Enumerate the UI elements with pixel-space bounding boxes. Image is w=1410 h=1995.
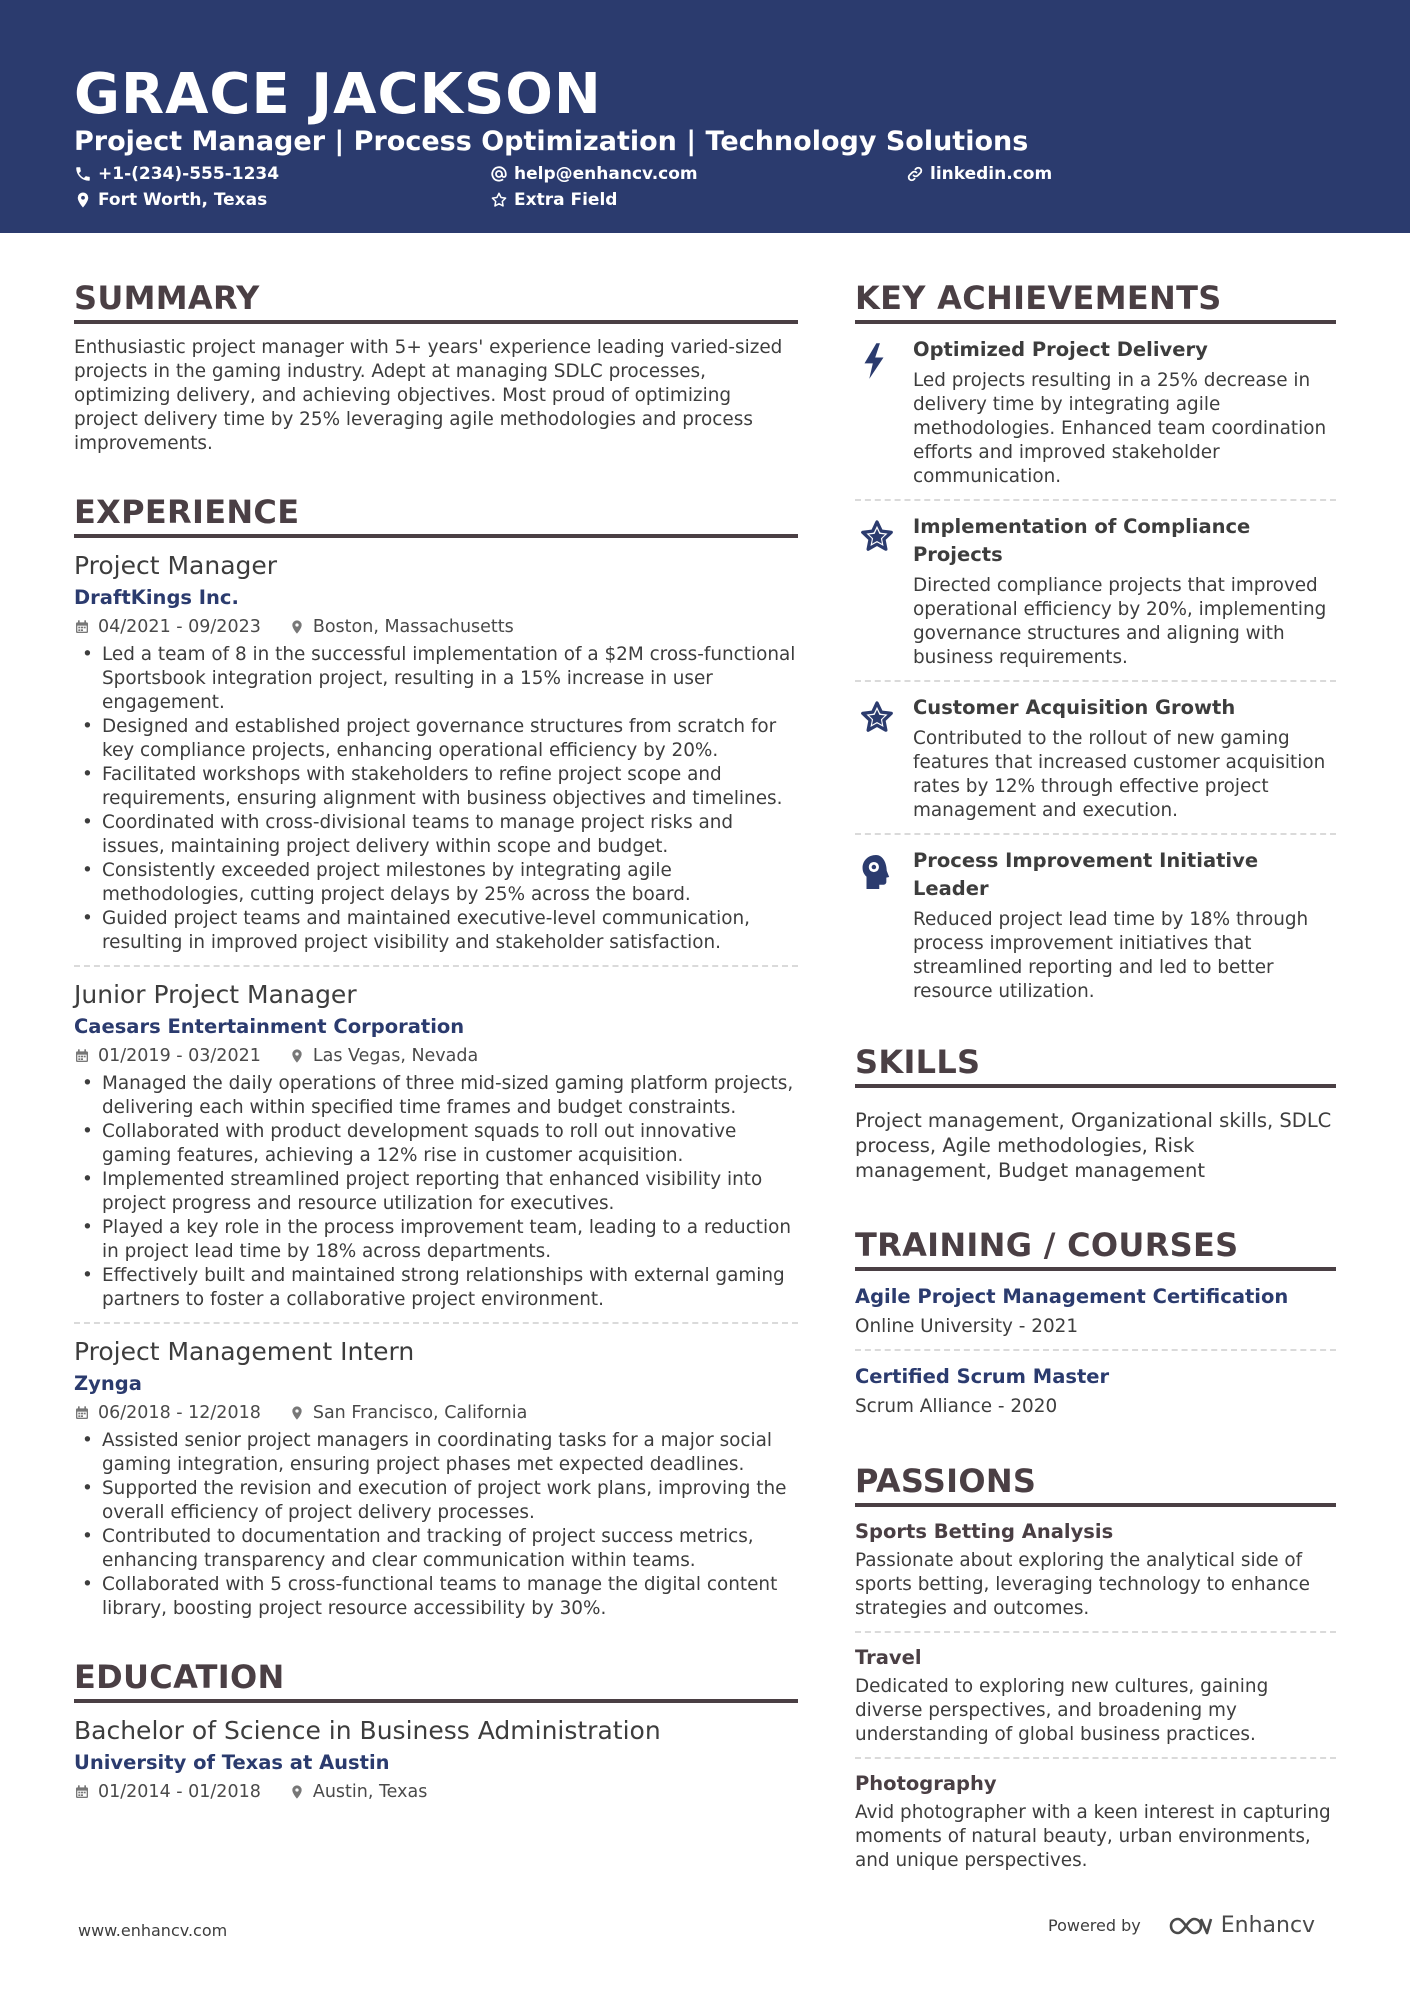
calendar-icon: [74, 1405, 90, 1421]
passion-title: Travel: [855, 1646, 922, 1669]
enhancv-logo-icon: [1167, 1914, 1213, 1938]
contact-phone[interactable]: [74, 163, 279, 185]
extra-text: Extra Field: [514, 190, 618, 210]
star-icon: [859, 700, 895, 736]
job-company: Caesars Entertainment Corporation: [74, 1015, 465, 1038]
resume-header: [0, 0, 1410, 233]
location-text: Fort Worth, Texas: [98, 190, 268, 210]
link-icon: [906, 165, 924, 183]
achievement-desc: Contributed to the rollout of new gaming features that increased customer acquisition rates by 12% through effective project management and execution.: [913, 728, 1326, 821]
divider: [74, 1322, 798, 1324]
achievements-section: [855, 280, 1336, 1004]
course-item: [855, 1283, 1336, 1339]
job-location-wrap: [289, 615, 514, 639]
job-company: Zynga: [74, 1372, 142, 1395]
education-school: University of Texas at Austin: [74, 1751, 390, 1774]
footer-website[interactable]: www.enhancv.com: [78, 1921, 228, 1940]
job-meta: [74, 615, 798, 639]
job-bullet: • Guided project teams and maintained executive-level communication, resulting in improved project visibility and stakeholder satisfaction.: [74, 907, 798, 955]
course-title: Agile Project Management Certification: [855, 1285, 1289, 1308]
job-bullet: • Coordinated with cross-divisional teams to manage project risks and issues, maintaining project delivery within scope and budget.: [74, 811, 798, 859]
course-sub: Scrum Alliance - 2020: [855, 1396, 1058, 1417]
job-bullet: • Facilitated workshops with stakeholders to refine project scope and requirements, ensuring alignment with business objectives and timelines.: [74, 763, 798, 811]
job-bullet: • Played a key role in the process improvement team, leading to a reduction in project lead time by 18% across departments.: [74, 1216, 798, 1264]
job-role: Junior Project Manager: [74, 980, 357, 1009]
job-location: Las Vegas, Nevada: [312, 1046, 479, 1066]
job-location: Boston, Massachusetts: [312, 617, 514, 637]
passion-item: [855, 1771, 1336, 1873]
head-brain-icon: [859, 853, 893, 891]
calendar-icon: [74, 619, 90, 635]
job-location-wrap: [289, 1401, 527, 1425]
job-location-wrap: [289, 1044, 478, 1068]
passion-desc: Passionate about exploring the analytical side of sports betting, leveraging technology to enhance strategies and outcomes.: [855, 1550, 1310, 1619]
job-bullet: • Assisted senior project managers in coordinating tasks for a major social gaming integration, ensuring project phases met expected deadlines.: [74, 1429, 798, 1477]
achievement-item: [855, 847, 1336, 1004]
job-bullet: • Consistently exceeded project milestones by integrating agile methodologies, cutting project delays by 25% across the board.: [74, 859, 798, 907]
divider: [855, 1631, 1336, 1633]
experience-title: EXPERIENCE: [74, 494, 798, 538]
skills-title: SKILLS: [855, 1044, 1336, 1088]
job-company: DraftKings Inc.: [74, 586, 239, 609]
left-column: [74, 280, 798, 1804]
email-text: help@enhancv.com: [514, 164, 698, 184]
divider: [855, 1349, 1336, 1351]
job-bullet: • Led a team of 8 in the successful implementation of a $2M cross-functional Sportsbook integration project, resulting in a 15% increase in user engagement.: [74, 643, 798, 715]
job-entry: [74, 550, 798, 955]
achievement-item: [855, 694, 1336, 823]
job-entry: [74, 1336, 798, 1621]
job-dates: 01/2019 - 03/2021: [98, 1046, 261, 1066]
map-pin-icon: [289, 1405, 305, 1421]
map-pin-icon: [289, 1048, 305, 1064]
passion-item: [855, 1645, 1336, 1747]
map-pin-icon: [289, 1784, 305, 1800]
achievement-item: [855, 336, 1336, 489]
job-dates: 04/2021 - 09/2023: [98, 617, 261, 637]
course-sub: Online University - 2021: [855, 1316, 1079, 1337]
job-bullet: • Collaborated with product development squads to roll out innovative gaming features, achieving a 12% rise in customer acquisition.: [74, 1120, 798, 1168]
lightning-bolt-icon: [859, 342, 889, 380]
contact-linkedin[interactable]: [906, 163, 1052, 185]
headline: Project Manager | Process Optimization | Technology Solutions: [74, 126, 1029, 157]
job-entry: [74, 979, 798, 1312]
job-bullet: • Designed and established project governance structures from scratch for key compliance projects, enhancing operational efficiency by 20%.: [74, 715, 798, 763]
job-bullets: [74, 1429, 798, 1621]
summary-title: SUMMARY: [74, 280, 798, 324]
achievement-item: [855, 513, 1336, 670]
job-bullet: • Managed the daily operations of three mid-sized gaming platform projects, delivering each within specified time frames and budget constraints.: [74, 1072, 798, 1120]
passion-desc: Dedicated to exploring new cultures, gaining diverse perspectives, and broadening my understanding of global business practices.: [855, 1676, 1269, 1745]
powered-by-text: Powered by: [1048, 1916, 1141, 1935]
contact-extra: [490, 189, 617, 211]
job-bullet: • Contributed to documentation and tracking of project success metrics, enhancing transparency and clear communication within teams.: [74, 1525, 798, 1573]
phone-text: +1-(234)-555-1234: [98, 164, 280, 184]
achievement-title: Customer Acquisition Growth: [913, 696, 1236, 719]
education-degree: Bachelor of Science in Business Administration: [74, 1716, 661, 1745]
candidate-name: GRACE JACKSON: [74, 62, 602, 127]
calendar-icon: [74, 1048, 90, 1064]
education-title: EDUCATION: [74, 1659, 798, 1703]
achievement-title: Process Improvement Initiative Leader: [913, 849, 1259, 900]
course-title: Certified Scrum Master: [855, 1365, 1110, 1388]
education-location: Austin, Texas: [312, 1782, 428, 1802]
divider: [855, 833, 1336, 835]
passion-item: [855, 1519, 1336, 1621]
map-pin-icon: [289, 619, 305, 635]
achievements-title: KEY ACHIEVEMENTS: [855, 280, 1336, 324]
passion-desc: Avid photographer with a keen interest in capturing moments of natural beauty, urban environments, and unique perspectives.: [855, 1802, 1331, 1871]
summary-section: [74, 280, 798, 456]
passion-title: Photography: [855, 1772, 997, 1795]
right-column: [855, 280, 1336, 1873]
job-bullet: • Implemented streamlined project reporting that enhanced visibility into project progress and resource utilization for executives.: [74, 1168, 798, 1216]
passions-section: [855, 1463, 1336, 1873]
training-section: [855, 1227, 1336, 1419]
contact-email[interactable]: [490, 163, 698, 185]
passion-title: Sports Betting Analysis: [855, 1520, 1114, 1543]
job-bullet: • Collaborated with 5 cross-functional teams to manage the digital content library, boosting project resource accessibility by 30%.: [74, 1573, 798, 1621]
job-bullet: • Supported the revision and execution of project work plans, improving the overall efficiency of project delivery processes.: [74, 1477, 798, 1525]
passions-title: PASSIONS: [855, 1463, 1336, 1507]
achievement-desc: Led projects resulting in a 25% decrease in delivery time by integrating agile methodologies. Enhanced team coordination efforts and improved stakeholder communication.: [913, 370, 1327, 487]
achievement-desc: Reduced project lead time by 18% through process improvement initiatives that streamlined reporting and led to better resource utilization.: [913, 909, 1309, 1002]
brand-name: Enhancv: [1220, 1913, 1316, 1938]
training-title: TRAINING / COURSES: [855, 1227, 1336, 1271]
footer-brand[interactable]: [1048, 1913, 1315, 1938]
job-dates: 06/2018 - 12/2018: [98, 1403, 261, 1423]
education-location-wrap: [289, 1780, 428, 1804]
divider: [855, 1757, 1336, 1759]
job-meta: [74, 1401, 798, 1425]
achievement-title: Implementation of Compliance Projects: [913, 515, 1251, 566]
education-section: [74, 1659, 798, 1804]
divider: [855, 499, 1336, 501]
experience-section: [74, 494, 798, 1621]
achievement-desc: Directed compliance projects that improved operational efficiency by 20%, implementing governance structures and aligning with business requirements.: [913, 575, 1327, 668]
job-bullets: [74, 643, 798, 955]
star-icon: [859, 519, 895, 555]
summary-text: Enthusiastic project manager with 5+ years' experience leading varied-sized projects in the gaming industry. Adept at managing SDLC processes, optimizing delivery, and achieving objectives. Most proud of optimizing project delivery time by 25% leveraging agile methodologies and process improvements.: [74, 337, 783, 454]
skills-text: Project management, Organizational skills, SDLC process, Agile methodologies, Risk management, Budget management: [855, 1109, 1332, 1182]
job-meta: [74, 1044, 798, 1068]
divider: [74, 965, 798, 967]
skills-section: [855, 1044, 1336, 1183]
phone-icon: [74, 165, 92, 183]
education-dates: 01/2014 - 01/2018: [98, 1782, 261, 1802]
star-outline-icon: [490, 191, 508, 209]
education-meta: [74, 1780, 798, 1804]
at-sign-icon: [490, 165, 508, 183]
calendar-icon: [74, 1784, 90, 1800]
job-bullet: • Effectively built and maintained strong relationships with external gaming partners to foster a collaborative project environment.: [74, 1264, 798, 1312]
job-bullets: [74, 1072, 798, 1312]
map-pin-icon: [74, 191, 92, 209]
linkedin-text: linkedin.com: [930, 164, 1053, 184]
job-location: San Francisco, California: [312, 1403, 528, 1423]
course-item: [855, 1363, 1336, 1419]
job-role: Project Manager: [74, 551, 278, 580]
divider: [855, 680, 1336, 682]
job-role: Project Management Intern: [74, 1337, 415, 1366]
contact-location: [74, 189, 267, 211]
achievement-title: Optimized Project Delivery: [913, 338, 1208, 361]
